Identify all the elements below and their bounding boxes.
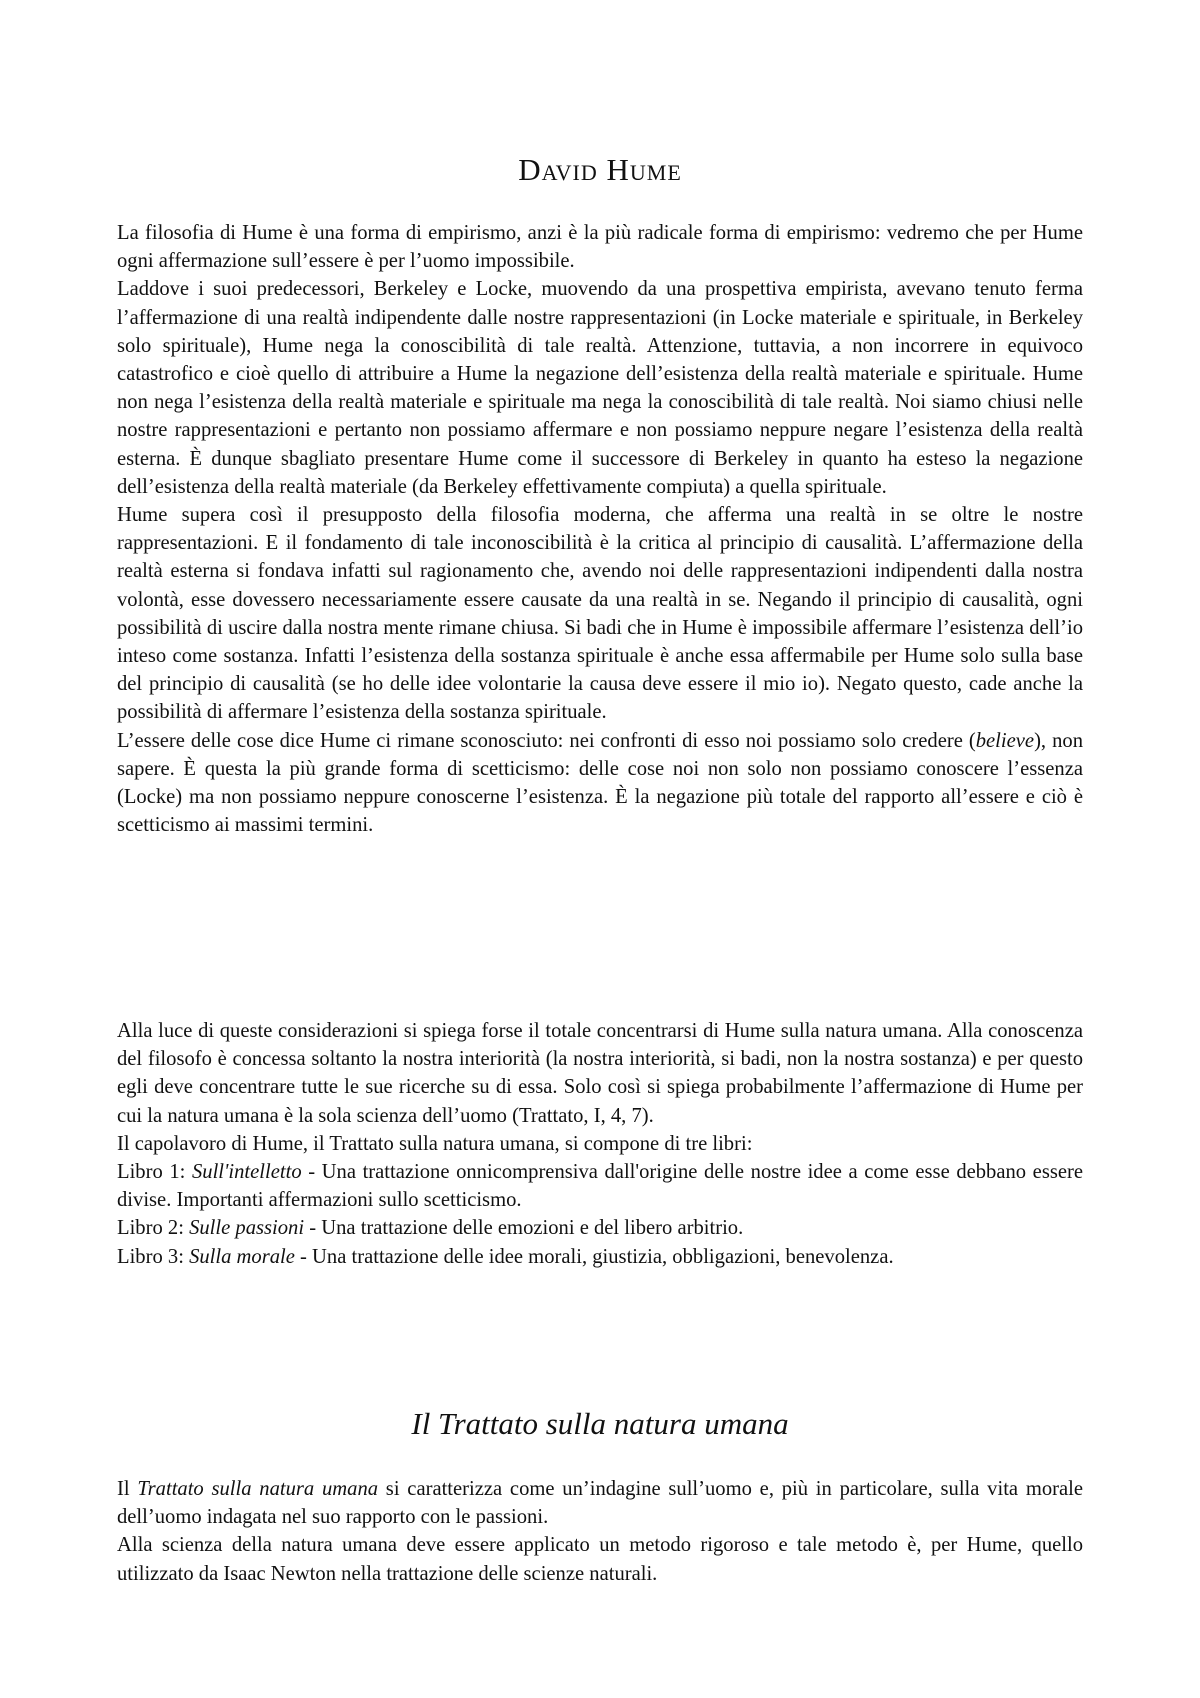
treatise-text-before: Il	[117, 1478, 138, 1500]
paragraph-causality: Hume supera così il presupposto della filosofia moderna, che afferma una realtà in se oltre le nostre rappresentazioni. E il fondamento di tale inconoscibilità è la critica al principio di causalità. L’affermazione della realtà esterna si fondava infatti sul ragionamento che, avendo noi delle rappresentazioni indipendenti dalla nostra volontà, esse dovessero necessariamente essere causate da una realtà in se. Negando il principio di causalità, ogni possibilità di uscire dalla nostra mente rimane chiusa. Si badi che in Hume è impossibile affermare l’esistenza dell’io inteso come sostanza. Infatti l’esistenza della sostanza spirituale è anche essa affermabile per Hume solo sulla base del principio di causalità (se ho delle idee volontarie la causa deve essere il mio io). Negato questo, cade anche la possibilità di affermare l’esistenza della sostanza spirituale.	[117, 504, 1083, 724]
book-2-item	[117, 1214, 1083, 1242]
document-title: David Hume	[518, 152, 682, 187]
book-3-label: Libro 3:	[117, 1245, 190, 1268]
treatise-section	[117, 1475, 1083, 1588]
paragraph-treatise-inquiry	[117, 1475, 1083, 1531]
paragraph-newton-method: Alla scienza della natura umana deve essere applicato un metodo rigoroso e tale metodo è, per Hume, quello utilizzato da Isaac Newton nella trattazione delle scienze naturali.	[117, 1534, 1083, 1585]
book-2-title: Sulle passioni	[189, 1217, 305, 1240]
paragraph-predecessors: Laddove i suoi predecessori, Berkeley e Locke, muovendo da una prospettiva empirista, avevano tenuto ferma l’affermazione di una realtà indipendente dalle nostre rappresentazioni (in Locke materiale e spirituale, in Berkeley solo spirituale), Hume nega la conoscibilità di tale realtà. Attenzione, tuttavia, a non incorrere in equivoco catastrofico e cioè quello di attribuire a Hume la negazione dell’esistenza della realtà materiale e spirituale. Hume non nega l’esistenza della realtà materiale e spirituale ma nega la conoscibilità di tale realtà. Noi siamo chiusi nelle nostre rappresentazioni e pertanto non possiamo affermare e non possiamo neppure negare l’esistenza della realtà esterna. È dunque sbagliato presentare Hume come il successore di Berkeley in quanto ha esteso la negazione dell’esistenza della realtà materiale (da Berkeley effettivamente compiuta) a quella spirituale.	[117, 278, 1083, 498]
book-3-title: Sulla morale	[189, 1245, 295, 1268]
paragraph-human-nature: Alla luce di queste considerazioni si spiega forse il totale concentrarsi di Hume sulla natura umana. Alla conoscenza del filosofo è concessa soltanto la nostra interiorità (la nostra interiorità, si badi, non la nostra sostanza) e per questo egli deve concentrare tutte le sue ricerche su di essa. Solo così si spiega probabilmente l’affermazione di Hume per cui la natura umana è la sola scienza dell’uomo (Trattato, I, 4, 7).	[117, 1020, 1083, 1127]
book-1-label: Libro 1:	[117, 1161, 192, 1184]
paragraph-scepticism-text-before: L’essere delle cose dice Hume ci rimane sconosciuto: nei confronti di esso noi possiamo solo credere (	[117, 729, 976, 752]
book-3-item	[117, 1243, 1083, 1271]
book-2-description: - Una trattazione delle emozioni e del libero arbitrio.	[304, 1217, 744, 1240]
section-subtitle: Il Trattato sulla natura umana	[411, 1406, 789, 1441]
treatise-title-italic: Trattato sulla natura umana	[137, 1478, 379, 1500]
paragraph-scepticism	[117, 727, 1083, 840]
human-nature-section	[117, 1017, 1083, 1271]
believe-term: believe	[975, 729, 1035, 752]
paragraph-empiricism: La filosofia di Hume è una forma di empirismo, anzi è la più radicale forma di empirismo: vedremo che per Hume ogni affermazione sull’essere è per l’uomo impossibile.	[117, 222, 1083, 273]
book-2-label: Libro 2:	[117, 1217, 190, 1240]
intro-section	[117, 219, 1083, 839]
book-1-title: Sull'intelletto	[191, 1161, 302, 1184]
book-1-description: - Una trattazione onnicomprensiva dall'origine delle nostre idee a come esse debbano essere divise. Importanti affermazioni sullo scetticismo.	[117, 1161, 1083, 1212]
paragraph-scepticism-text-after: ), non sapere. È questa la più grande forma di scetticismo: delle cose noi non solo non possiamo conoscere l’essenza (Locke) ma non possiamo neppure conoscerne l’esistenza. È la negazione più totale del rapporto all’essere e ciò è scetticismo ai massimi termini.	[117, 729, 1083, 837]
book-1-item	[117, 1158, 1083, 1214]
treatise-intro: Il capolavoro di Hume, il Trattato sulla natura umana, si compone di tre libri:	[117, 1132, 753, 1155]
treatise-text-after: si caratterizza come un’indagine sull’uomo e, più in particolare, sulla vita morale dell’uomo indagata nel suo rapporto con le passioni.	[117, 1478, 1083, 1529]
book-3-description: - Una trattazione delle idee morali, giustizia, obbligazioni, benevolenza.	[294, 1245, 894, 1268]
